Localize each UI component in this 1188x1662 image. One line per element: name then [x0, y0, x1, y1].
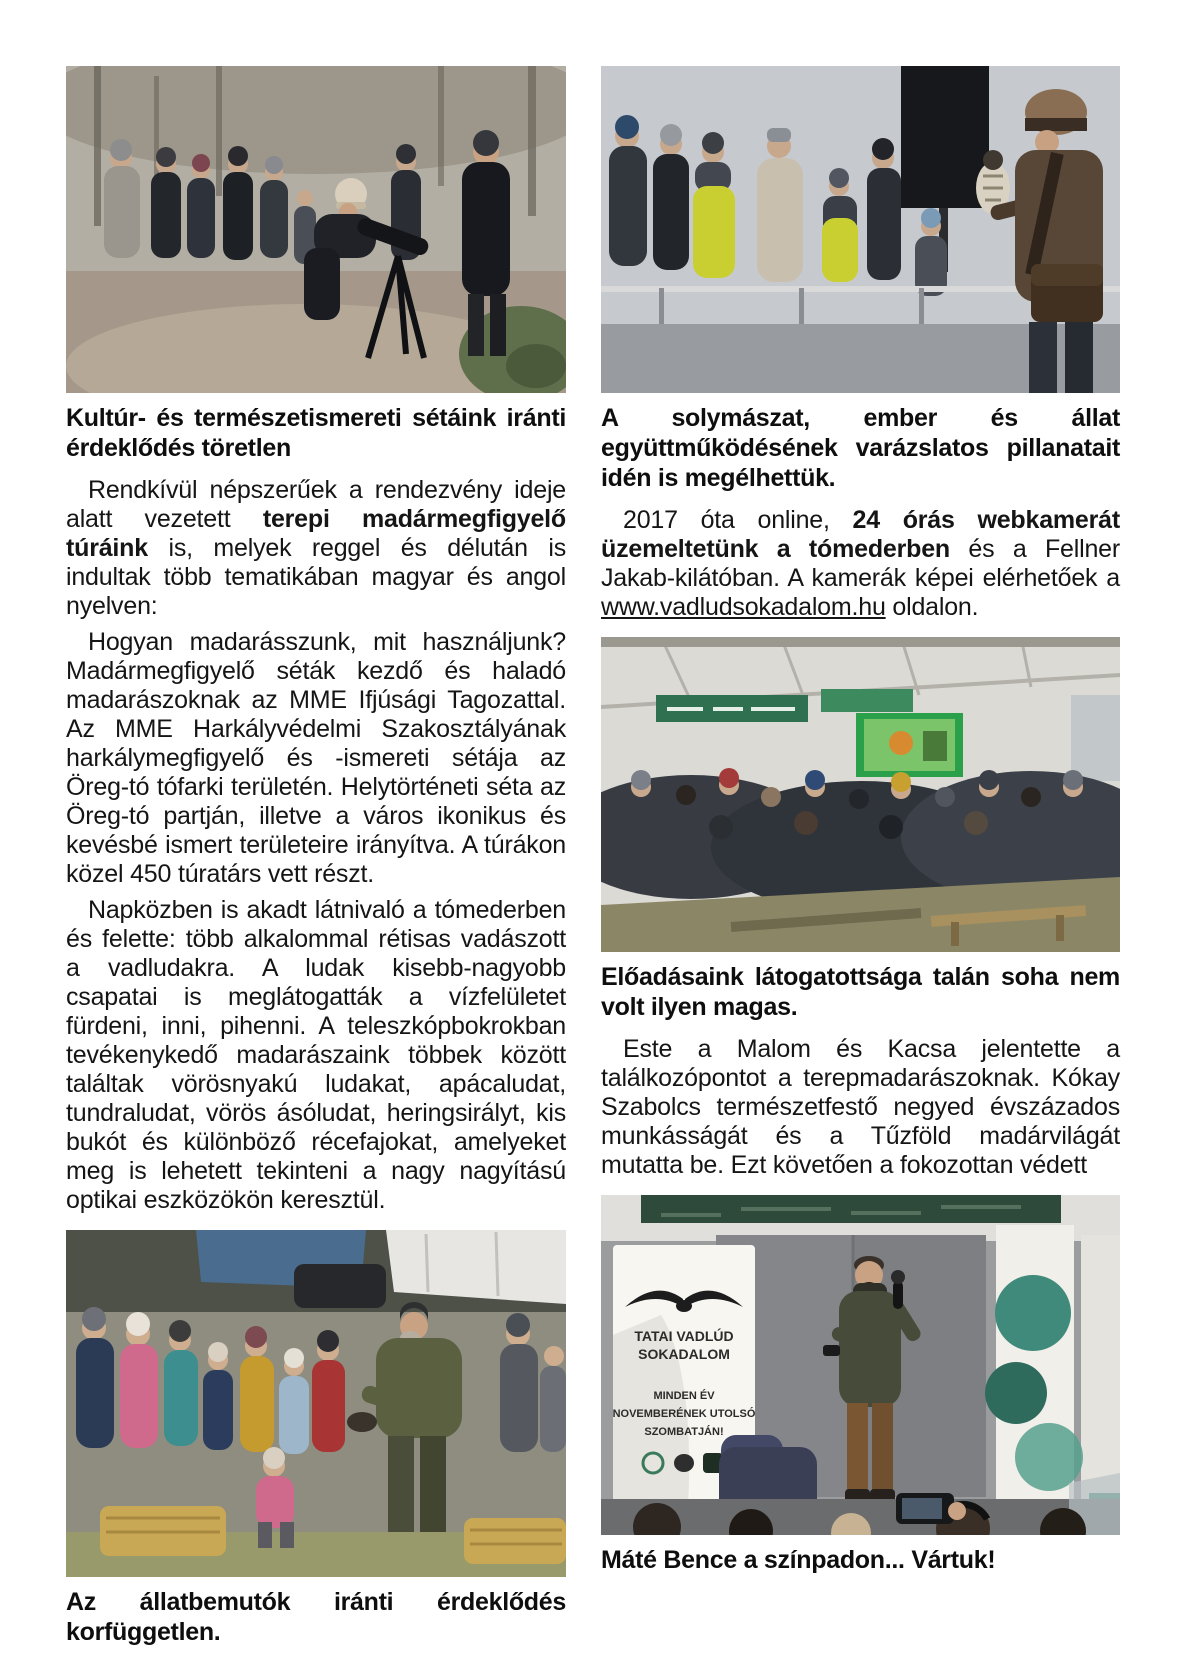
right-column: [601, 66, 1120, 1647]
photo-animal-show-image: [66, 1230, 566, 1577]
stage-banner-sub-line1: MINDEN ÉV: [653, 1390, 715, 1402]
paragraph-tours-bold: terepi madármegfigyelő túráink: [66, 505, 566, 562]
paragraph-webcam-pre: 2017 óta online,: [623, 506, 853, 534]
paragraph-walk-types: Hogyan madarásszunk, mit használjunk? Madármegfigyelő séták kezdő és haladó madarászoknak az MME Ifjúsági Tagozattal. Az MME Harkályvédelmi Szakosztályának harkálymegfigyelő és -ismereti sétája az Öreg-tó tófarki területén. Helytörténeti séta az Öreg-tó partján, illetve a város ikonikus és kevésbé ismert területeire irányítva. A túrákon közel 450 túratárs vett részt.: [66, 628, 566, 888]
photo-stage: [601, 1195, 1120, 1535]
photo-lecture-tent: [601, 637, 1120, 952]
caption-falconry: A solymászat, ember és állat együttműködésének varázslatos pillanatait idén is megélhettük.: [601, 404, 1120, 492]
paragraph-webcam-post: oldalon.: [885, 593, 979, 621]
stage-banner-title-line2: SOKADALOM: [638, 1346, 730, 1362]
stage-banner-title-line1: TATAI VADLÚD: [634, 1328, 734, 1344]
stage-banner-sub-line3: SZOMBATJÁN!: [644, 1426, 724, 1438]
photo-stage-image: [601, 1195, 1120, 1535]
caption-animal-show: Az állatbemutók iránti érdeklődés korfüggetlen.: [66, 1588, 566, 1646]
photo-lecture-tent-image: [601, 637, 1120, 952]
paragraph-webcam: [601, 506, 1120, 622]
caption-lecture-tent: Előadásaink látogatottsága talán soha nem volt ilyen magas.: [601, 963, 1120, 1021]
caption-stage: Máté Bence a színpadon... Vártuk!: [601, 1546, 996, 1574]
paragraph-daytime-birds: Napközben is akadt látnivaló a tómederben és felette: több alkalommal rétisas vadászott a vadludakra. A ludak kisebb-nagyobb csapatai is meglátogatták a vízfelületet fürdeni, inni, pihenni. A teleszkópbokrokban tevékenykedő madarászaink többek között találtak vörösnyakú ludakat, apácaludat, tundraludat, vörös ásóludat, heringsirályt, kis bukót és különböző récefajokat, amelyeket meg is lehetett tekinteni a nagy nagyítású optikai eszközökön keresztül.: [66, 896, 566, 1214]
stage-banner-sub-line2: NOVEMBERÉNEK UTOLSÓ: [612, 1408, 756, 1420]
paragraph-webcam-bold: 24 órás webkamerát üzemeltetünk a tómederben: [601, 506, 1120, 563]
webcam-site-link[interactable]: www.vadludsokadalom.hu: [601, 593, 886, 621]
paragraph-tours-pre: Rendkívül népszerűek a rendezvény ideje alatt vezetett: [66, 476, 566, 533]
caption-scope-walk: Kultúr- és természetismereti sétáink iránti érdeklődés töretlen: [66, 404, 566, 462]
paragraph-tours: [66, 476, 566, 621]
paragraph-evening: Este a Malom és Kacsa jelentette a találkozópontot a terepmadarászoknak. Kókay Szabolcs természetfestő negyed évszázados munkásságát és a Tűzföld madárvilágát mutatta be. Ezt követően a fokozottan védett: [601, 1035, 1120, 1179]
left-column: [66, 66, 566, 1647]
photo-falconry-image: [601, 66, 1120, 393]
photo-animal-show: [66, 1230, 566, 1577]
photo-falconry: [601, 66, 1120, 393]
paragraph-webcam-mid: és a Fellner Jakab-kilátóban. A kamerák képei elérhetőek a: [601, 535, 1120, 592]
photo-scope-walk-image: [66, 66, 566, 393]
photo-scope-walk: [66, 66, 566, 393]
paragraph-tours-post: is, melyek reggel és délután is indultak több tematikában magyar és angol nyelven:: [66, 534, 566, 620]
